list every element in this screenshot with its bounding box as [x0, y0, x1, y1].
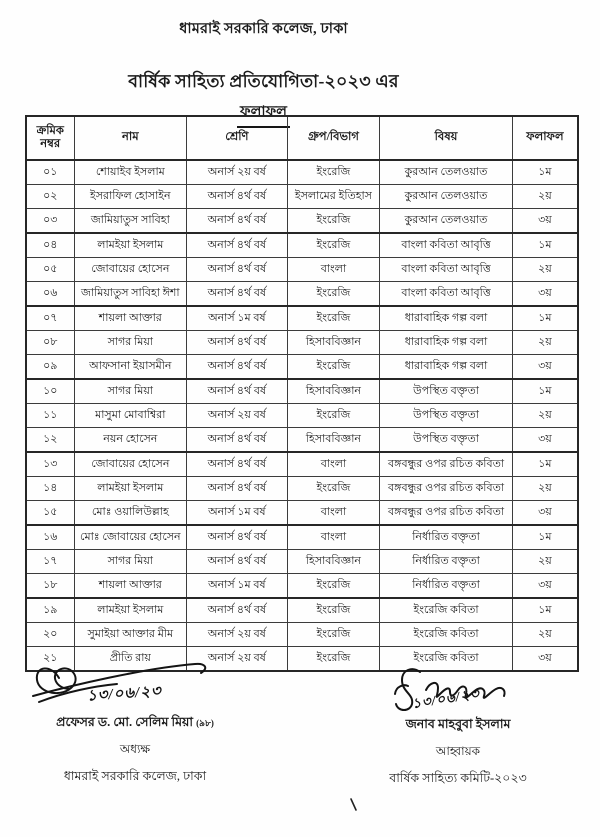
cell-group: বাংলা — [287, 525, 380, 550]
cell-group: ইংরেজি — [287, 598, 380, 623]
cell-serial: ০৪ — [26, 233, 74, 258]
cell-class: অনার্স ৪র্থ বর্ষ — [187, 185, 287, 209]
cell-result: ৩য় — [512, 574, 578, 599]
cell-subject: কুরআন তেলওয়াত — [380, 209, 512, 234]
cell-class: অনার্স ৪র্থ বর্ষ — [187, 452, 287, 477]
cell-result: ২য় — [512, 477, 578, 501]
column-header-result: ফলাফল — [512, 116, 578, 160]
table-row — [26, 598, 578, 623]
table-row — [26, 404, 578, 428]
cell-name: জামিয়াতুস সাবিহা ঈশা — [74, 282, 187, 307]
cell-class: অনার্স ৪র্থ বর্ষ — [187, 233, 287, 258]
cell-result: ৩য় — [512, 428, 578, 453]
cell-result: ১ম — [512, 598, 578, 623]
cell-subject: বঙ্গবন্ধুর ওপর রচিত কবিতা — [380, 477, 512, 501]
column-header-subject: বিষয় — [380, 116, 512, 160]
convener-signature-date: ১৩/০৬/২৩ — [411, 685, 481, 712]
cell-name: আফসানা ইয়াসমীন — [74, 355, 187, 380]
cell-name: লামইয়া ইসলাম — [74, 233, 187, 258]
cell-subject: বাংলা কবিতা আবৃত্তি — [380, 258, 512, 282]
cell-serial: ০৭ — [26, 306, 74, 331]
cell-name: লামইয়া ইসলাম — [74, 598, 187, 623]
cell-subject: বাংলা কবিতা আবৃত্তি — [380, 233, 512, 258]
table-row — [26, 282, 578, 307]
cell-result: ১ম — [512, 379, 578, 404]
cell-class: অনার্স ৪র্থ বর্ষ — [187, 477, 287, 501]
cell-name: শায়লা আক্তার — [74, 574, 187, 599]
cell-group: ইংরেজি — [287, 282, 380, 307]
cell-result: ৩য় — [512, 282, 578, 307]
cell-class: অনার্স ৪র্থ বর্ষ — [187, 550, 287, 574]
cell-subject: ইংরেজি কবিতা — [380, 623, 512, 647]
cell-group: হিসাববিজ্ঞান — [287, 428, 380, 453]
results-table-body — [26, 160, 578, 671]
cell-class: অনার্স ২য় বর্ষ — [187, 623, 287, 647]
cell-serial: ১১ — [26, 404, 74, 428]
table-row — [26, 501, 578, 526]
table-row — [26, 306, 578, 331]
cell-subject: নির্ধারিত বক্তৃতা — [380, 574, 512, 599]
cell-name: লামইয়া ইসলাম — [74, 477, 187, 501]
cell-class: অনার্স ৪র্থ বর্ষ — [187, 428, 287, 453]
cell-group: হিসাববিজ্ঞান — [287, 550, 380, 574]
convener-name: জনাব মাহবুবা ইসলাম — [405, 717, 511, 731]
cell-group: বাংলা — [287, 452, 380, 477]
cell-group: হিসাববিজ্ঞান — [287, 379, 380, 404]
cell-result: ২য় — [512, 258, 578, 282]
cell-class: অনার্স ৪র্থ বর্ষ — [187, 379, 287, 404]
page-title: ধামরাই সরকারি কলেজ, ঢাকা — [179, 21, 348, 37]
cell-serial: ১৪ — [26, 477, 74, 501]
table-row — [26, 574, 578, 599]
cell-subject: ইংরেজি কবিতা — [380, 598, 512, 623]
table-row — [26, 623, 578, 647]
cell-serial: ১৯ — [26, 598, 74, 623]
cell-result: ২য় — [512, 185, 578, 209]
principal-signature-date: ১৩/০৬/২৩ — [86, 683, 163, 705]
table-row — [26, 355, 578, 380]
cell-subject: বঙ্গবন্ধুর ওপর রচিত কবিতা — [380, 501, 512, 526]
cell-result: ১ম — [512, 525, 578, 550]
cell-subject: বঙ্গবন্ধুর ওপর রচিত কবিতা — [380, 452, 512, 477]
cell-result: ৩য় — [512, 647, 578, 672]
cell-name: জামিয়াতুস সাবিহা — [74, 209, 187, 234]
table-header-row — [26, 116, 578, 160]
convener-role: আহ্বায়ক — [435, 744, 481, 758]
cell-result: ২য় — [512, 550, 578, 574]
cell-group: ইংরেজি — [287, 306, 380, 331]
cell-serial: ০৯ — [26, 355, 74, 380]
cell-group: ইসলামের ইতিহাস — [287, 185, 380, 209]
cell-class: অনার্স ২য় বর্ষ — [187, 404, 287, 428]
principal-name-suffix: (৯৮) — [196, 718, 214, 728]
cell-serial: ০৫ — [26, 258, 74, 282]
cell-name: ইসরাফিল হোসাইন — [74, 185, 187, 209]
cell-group: ইংরেজি — [287, 623, 380, 647]
cell-group: হিসাববিজ্ঞান — [287, 331, 380, 355]
cell-result: ৩য় — [512, 355, 578, 380]
cell-subject: ধারাবাহিক গল্প বলা — [380, 306, 512, 331]
cell-serial: ১৭ — [26, 550, 74, 574]
cell-class: অনার্স ১ম বর্ষ — [187, 501, 287, 526]
principal-name: প্রফেসর ড. মো. সেলিম মিয়া (৯৮) — [56, 715, 214, 729]
table-row — [26, 477, 578, 501]
cell-group: ইংরেজি — [287, 477, 380, 501]
cell-subject: ইংরেজি কবিতা — [380, 647, 512, 672]
cell-result: ১ম — [512, 306, 578, 331]
cell-serial: ২১ — [26, 647, 74, 672]
cell-serial: ১৫ — [26, 501, 74, 526]
cell-serial: ০১ — [26, 160, 74, 185]
cell-serial: ০২ — [26, 185, 74, 209]
cell-class: অনার্স ৪র্থ বর্ষ — [187, 355, 287, 380]
cell-result: ২য় — [512, 404, 578, 428]
cell-class: অনার্স ৪র্থ বর্ষ — [187, 331, 287, 355]
cell-subject: ধারাবাহিক গল্প বলা — [380, 331, 512, 355]
cell-class: অনার্স ৪র্থ বর্ষ — [187, 258, 287, 282]
cell-name: সুমাইয়া আক্তার মীম — [74, 623, 187, 647]
cell-subject: উপস্থিত বক্তৃতা — [380, 428, 512, 453]
column-header-class: শ্রেণি — [187, 116, 287, 160]
cell-group: ইংরেজি — [287, 233, 380, 258]
cell-class: অনার্স ২য় বর্ষ — [187, 647, 287, 672]
table-row — [26, 185, 578, 209]
cell-class: অনার্স ৪র্থ বর্ষ — [187, 209, 287, 234]
table-row — [26, 209, 578, 234]
cell-serial: ১৩ — [26, 452, 74, 477]
cell-name: সাগর মিয়া — [74, 550, 187, 574]
cell-subject: উপস্থিত বক্তৃতা — [380, 379, 512, 404]
cell-group: বাংলা — [287, 501, 380, 526]
table-row — [26, 379, 578, 404]
cell-group: ইংরেজি — [287, 647, 380, 672]
cell-class: অনার্স ৪র্থ বর্ষ — [187, 598, 287, 623]
column-header-serial: ক্রমিক নম্বর — [26, 116, 74, 160]
cell-result: ১ম — [512, 233, 578, 258]
table-row — [26, 550, 578, 574]
table-row — [26, 525, 578, 550]
cell-name: শায়লা আক্তার — [74, 306, 187, 331]
result-label: ফলাফল — [0, 101, 527, 128]
cell-group: বাংলা — [287, 258, 380, 282]
column-header-group: গ্রুপ/বিভাগ — [287, 116, 380, 160]
convener-signature-block — [368, 664, 548, 790]
cell-name: প্রীতি রায় — [74, 647, 187, 672]
cell-serial: ১০ — [26, 379, 74, 404]
pen-mark — [348, 797, 360, 813]
cell-class: অনার্স ৪র্থ বর্ষ — [187, 282, 287, 307]
cell-result: ১ম — [512, 160, 578, 185]
principal-org: ধামরাই সরকারি কলেজ, ঢাকা — [63, 769, 207, 783]
cell-subject: কুরআন তেলওয়াত — [380, 160, 512, 185]
cell-serial: ১৮ — [26, 574, 74, 599]
cell-serial: ১৬ — [26, 525, 74, 550]
results-table — [25, 115, 579, 672]
cell-serial: ০৩ — [26, 209, 74, 234]
principal-signature-block — [25, 656, 245, 788]
cell-group: ইংরেজি — [287, 404, 380, 428]
principal-role: অধ্যক্ষ — [119, 742, 151, 756]
cell-serial: ১২ — [26, 428, 74, 453]
cell-serial: ২০ — [26, 623, 74, 647]
cell-subject: কুরআন তেলওয়াত — [380, 185, 512, 209]
cell-class: অনার্স ১ম বর্ষ — [187, 574, 287, 599]
cell-name: মোঃ জোবায়ের হোসেন — [74, 525, 187, 550]
cell-name: মোঃ ওয়ালিউল্লাহ — [74, 501, 187, 526]
heading-block — [0, 18, 527, 128]
cell-name: নয়ন হোসেন — [74, 428, 187, 453]
cell-serial: ০৬ — [26, 282, 74, 307]
cell-subject: ধারাবাহিক গল্প বলা — [380, 355, 512, 380]
cell-group: ইংরেজি — [287, 209, 380, 234]
cell-subject: বাংলা কবিতা আবৃত্তি — [380, 282, 512, 307]
cell-result: ২য় — [512, 331, 578, 355]
cell-class: অনার্স ৪র্থ বর্ষ — [187, 525, 287, 550]
cell-subject: নির্ধারিত বক্তৃতা — [380, 525, 512, 550]
cell-name: শোয়াইব ইসলাম — [74, 160, 187, 185]
table-row — [26, 331, 578, 355]
table-row — [26, 452, 578, 477]
table-row — [26, 233, 578, 258]
cell-subject: উপস্থিত বক্তৃতা — [380, 404, 512, 428]
competition-subtitle: বার্ষিক সাহিত্য প্রতিযোগিতা-২০২৩ এর — [128, 71, 399, 91]
cell-name: মাসুমা মোবাশ্বিরা — [74, 404, 187, 428]
cell-group: ইংরেজি — [287, 574, 380, 599]
cell-name: জোবায়ের হোসেন — [74, 452, 187, 477]
table-row — [26, 258, 578, 282]
cell-result: ১ম — [512, 452, 578, 477]
cell-result: ২য় — [512, 623, 578, 647]
cell-result: ৩য় — [512, 209, 578, 234]
cell-group: ইংরেজি — [287, 160, 380, 185]
table-row — [26, 160, 578, 185]
cell-name: জোবায়ের হোসেন — [74, 258, 187, 282]
cell-result: ৩য় — [512, 501, 578, 526]
column-header-name: নাম — [74, 116, 187, 160]
cell-class: অনার্স ২য় বর্ষ — [187, 160, 287, 185]
cell-name: সাগর মিয়া — [74, 379, 187, 404]
convener-org: বার্ষিক সাহিত্য কমিটি-২০২৩ — [389, 771, 527, 785]
cell-subject: নির্ধারিত বক্তৃতা — [380, 550, 512, 574]
table-row — [26, 428, 578, 453]
cell-class: অনার্স ১ম বর্ষ — [187, 306, 287, 331]
cell-group: ইংরেজি — [287, 355, 380, 380]
cell-serial: ০৮ — [26, 331, 74, 355]
cell-name: সাগর মিয়া — [74, 331, 187, 355]
